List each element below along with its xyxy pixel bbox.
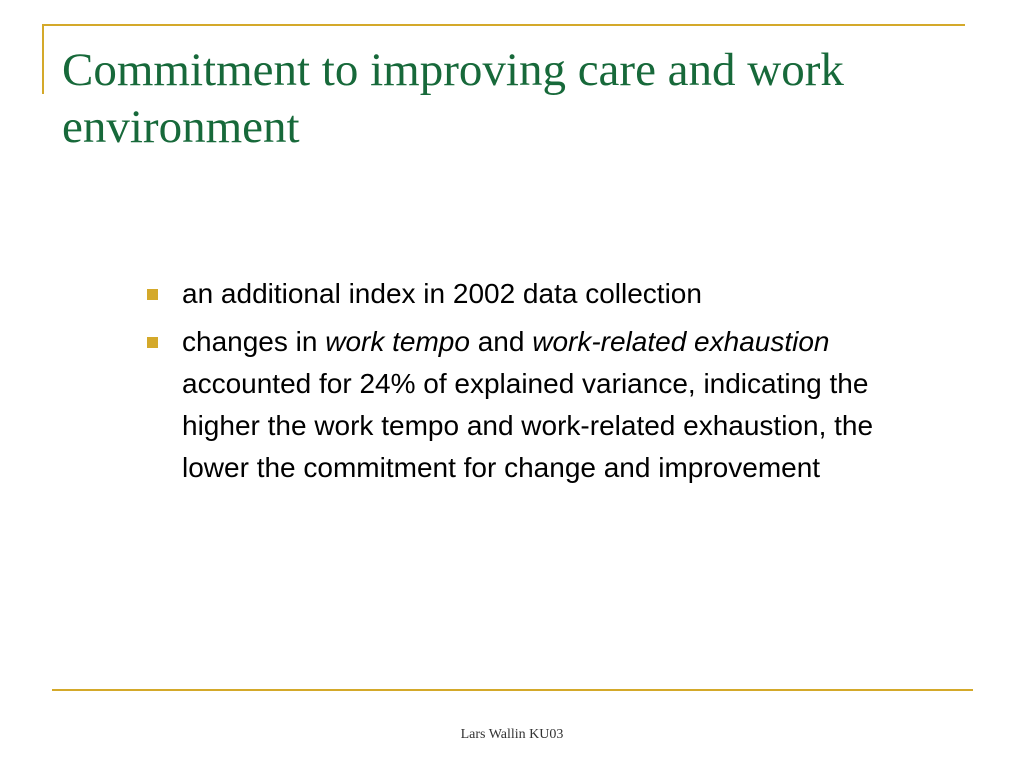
bullet-text-segment: accounted for 24% of explained variance, indicating the higher the work tempo and work-related exhaustion, the lower the commitment for change and improvement [182, 368, 874, 483]
square-bullet-icon [147, 337, 158, 348]
footer-text: Lars Wallin KU03 [460, 727, 564, 742]
bullet-text-segment: and [469, 326, 533, 357]
left-frame-line [42, 24, 44, 94]
bullet-text-segment: changes in [182, 326, 326, 357]
bullet-item [140, 321, 920, 489]
bullet-text-segment: an additional index in 2002 data collection [182, 278, 702, 309]
top-frame-line [42, 24, 965, 26]
bullet-list [140, 273, 920, 495]
italic-term: work-related exhaustion [532, 326, 830, 357]
square-bullet-icon [147, 289, 158, 300]
footer-rule [52, 689, 973, 691]
bullet-text [182, 326, 873, 483]
italic-term: work tempo [325, 326, 470, 357]
slide-title: Commitment to improving care and work environment [62, 44, 844, 153]
bullet-item [140, 273, 920, 315]
bullet-text [182, 278, 702, 309]
